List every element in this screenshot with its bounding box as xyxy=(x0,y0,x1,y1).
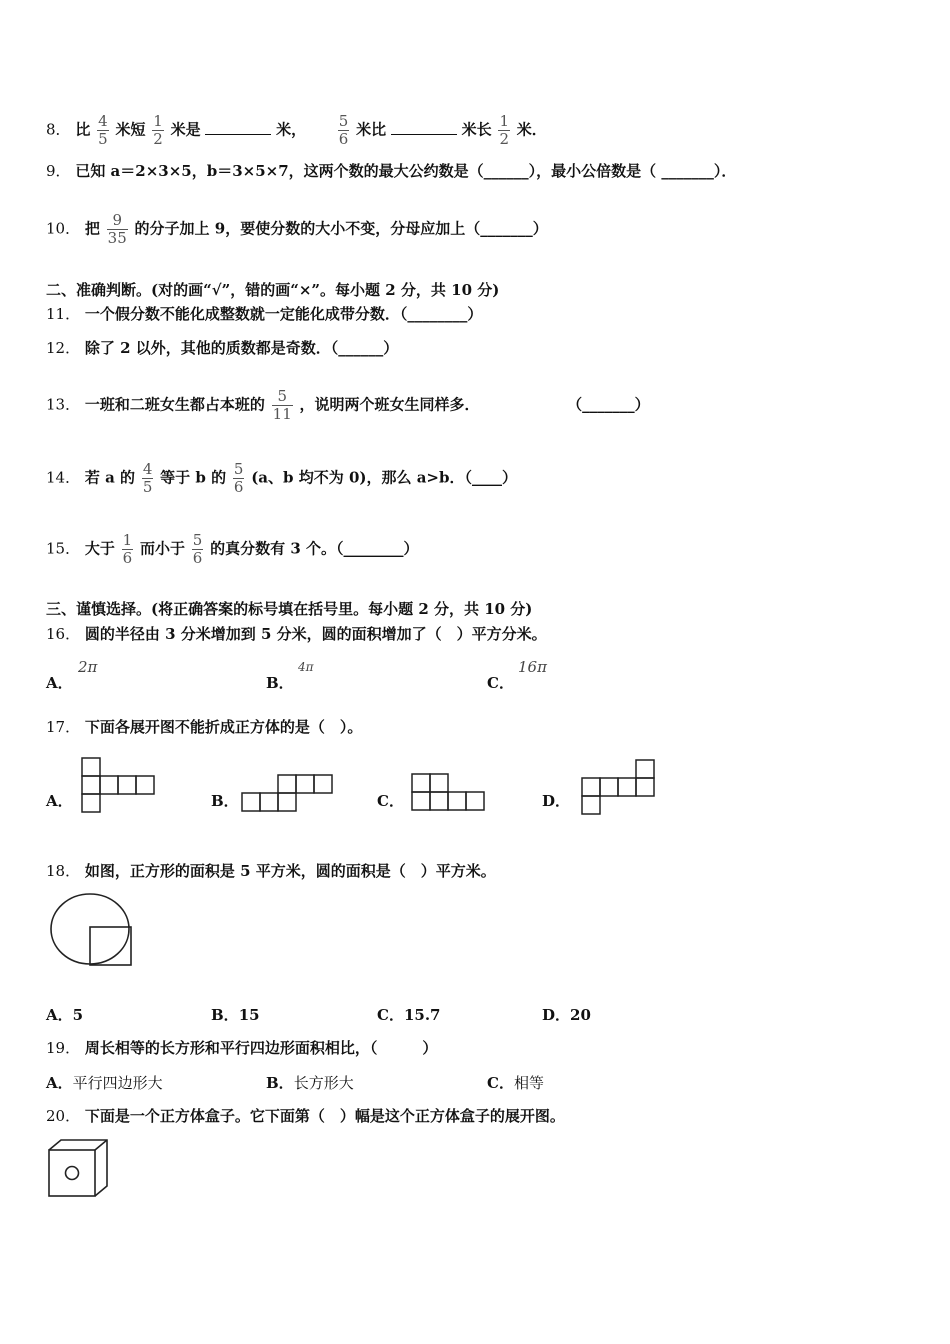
question-12: 12． 除了 2 以外，其他的质数都是奇数．（______） xyxy=(46,339,399,357)
question-18: 18． 如图，正方形的面积是 5 平方米，圆的面积是（ ）平方米。 xyxy=(46,862,496,880)
option-d[interactable]: D．20 xyxy=(542,1006,591,1024)
fraction: $\frac{4}{5}$ xyxy=(98,112,108,148)
fraction: $\frac{4}{5}$ xyxy=(142,460,153,496)
option-a[interactable]: A． xyxy=(46,792,73,810)
option-a[interactable]: A．平行四边形大 xyxy=(46,1074,163,1092)
cube-net-d xyxy=(580,758,664,818)
option-c-value: 16π xyxy=(518,658,547,676)
question-20: 20． 下面是一个正方体盒子。它下面第（ ）幅是这个正方体盒子的展开图。 xyxy=(46,1107,565,1125)
question-10: 10． 把 $\frac{9}{35}$ 的分子加上 9，要使分数的大小不变，分母应加上（_______） xyxy=(46,211,548,247)
fraction: $\frac{1}{2}$ xyxy=(153,112,163,148)
question-16: 16． 圆的半径由 3 分米增加到 5 分米，圆的面积增加了（ ）平方分米。 xyxy=(46,625,547,643)
option-c[interactable]: C． xyxy=(377,792,404,810)
option-c[interactable]: C． xyxy=(487,674,514,692)
option-a-value: 2π xyxy=(78,658,98,676)
option-a[interactable]: A． xyxy=(46,674,73,692)
question-13: 13． 一班和二班女生都占本班的 $\frac{5}{11}$ ，说明两个班女生同样多． （_______） xyxy=(46,387,650,423)
section-heading-3: 三、谨慎选择。(将正确答案的标号填在括号里。每小题 2 分，共 10 分) xyxy=(46,600,533,618)
section-heading-2: 二、准确判断。(对的画“√”，错的画“×”。每小题 2 分，共 10 分) xyxy=(46,281,500,299)
fraction: $\frac{9}{35}$ xyxy=(107,211,127,247)
question-9: 9． 已知 a＝2×3×5，b＝3×5×7，这两个数的最大公约数是（______），最小公倍数是（ _______）． xyxy=(46,162,737,180)
fraction: $\frac{5}{6}$ xyxy=(233,460,244,496)
option-b-value: 4π xyxy=(298,660,314,674)
fraction: $\frac{1}{6}$ xyxy=(122,531,133,567)
cube-net-b xyxy=(240,773,340,817)
question-14: 14． 若 a 的 $\frac{4}{5}$ 等于 b 的 $\frac{5}{6}$ (a、b 均不为 0)，那么 a>b．（____） xyxy=(46,460,517,496)
option-c[interactable]: C．相等 xyxy=(487,1074,544,1092)
option-a[interactable]: A．5 xyxy=(46,1006,84,1024)
question-8: 8． 比 $\frac{4}{5}$ 米短 $\frac{1}{2}$ 米是 米， $\frac{5}{6}$ 米比 米长 $\frac{1}{2}$ 米． xyxy=(46,112,547,148)
option-c[interactable]: C．15.7 xyxy=(377,1006,441,1024)
option-b[interactable]: B．长方形大 xyxy=(266,1074,354,1092)
fraction: $\frac{5}{11}$ xyxy=(272,387,292,423)
answer-blank[interactable] xyxy=(205,120,271,135)
question-11: 11． 一个假分数不能化成整数就一定能化成带分数．（________） xyxy=(46,305,483,323)
fraction: $\frac{5}{6}$ xyxy=(192,531,203,567)
option-b[interactable]: B． xyxy=(266,674,294,692)
answer-blank[interactable] xyxy=(391,120,457,135)
fraction: $\frac{5}{6}$ xyxy=(338,112,349,148)
cube-net-c xyxy=(410,772,492,816)
cube-net-a xyxy=(80,756,160,816)
option-b[interactable]: B． xyxy=(211,792,239,810)
fraction: $\frac{1}{2}$ xyxy=(499,112,509,148)
question-15: 15． 大于 $\frac{1}{6}$ 而小于 $\frac{5}{6}$ 的真分数有 3 个。（________） xyxy=(46,531,419,567)
question-17: 17． 下面各展开图不能折成正方体的是（ ）。 xyxy=(46,718,363,736)
cube-box-figure xyxy=(46,1138,116,1200)
option-d[interactable]: D． xyxy=(542,792,571,810)
circle-square-figure xyxy=(46,892,138,970)
option-b[interactable]: B．15 xyxy=(211,1006,260,1024)
question-19: 19． 周长相等的长方形和平行四边形面积相比，（ ） xyxy=(46,1039,438,1057)
